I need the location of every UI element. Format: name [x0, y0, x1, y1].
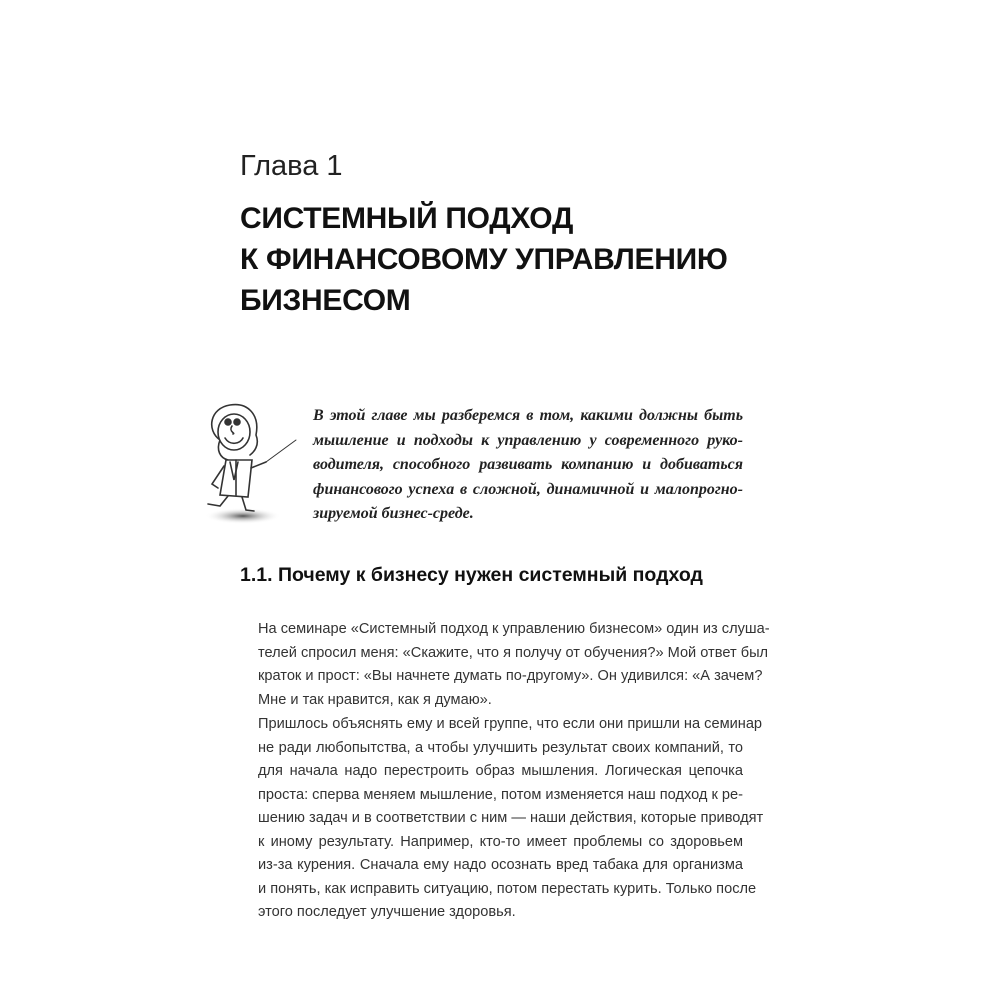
text-line: Мне и так нравится, как я думаю». — [258, 691, 492, 708]
text-line: этого последует улучшение здоровья. — [258, 904, 516, 920]
chapter-title — [240, 198, 728, 321]
text-line: из-за курения. Сначала ему надо осознать вред табака для организма — [258, 857, 743, 873]
text-line: проста: сперва меняем мышление, потом изменяется наш подход к ре- — [258, 786, 743, 803]
text-line: краток и прост: «Вы начнете думать по-другому». Он удивился: «А зачем? — [258, 668, 763, 684]
text-line: к иному результату. Например, кто-то имеет проблемы со здоровьем — [258, 833, 743, 850]
text-line: На семинаре «Системный подход к управлению бизнесом» один из слуша- — [258, 621, 770, 637]
intro-line: зируемой бизнес-среде. — [313, 505, 474, 523]
chapter-intro — [313, 404, 743, 527]
teacher-with-pointer-illustration — [198, 400, 308, 525]
section-heading: 1.1. Почему к бизнесу нужен системный подход — [240, 564, 703, 586]
intro-line: мышление и подходы к управлению у современного руко- — [313, 431, 743, 449]
text-line: для начала надо перестроить образ мышления. Логическая цепочка — [258, 763, 743, 779]
intro-line: финансового успеха в сложной, динамичной и малопрогно- — [313, 480, 743, 498]
text-line: шению задач и в соответствии с ним — наши действия, которые приводят — [258, 810, 764, 826]
body-paragraph — [258, 618, 770, 712]
chapter-title-line: БИЗНЕСОМ — [240, 284, 411, 317]
intro-line: водителя, способного развивать компанию и добиваться — [313, 456, 743, 474]
chapter-title-line: К ФИНАНСОВОМУ УПРАВЛЕНИЮ — [240, 243, 728, 276]
text-line: Пришлось объяснять ему и всей группе, что если они пришли на семинар — [258, 716, 763, 732]
text-line: телей спросил меня: «Скажите, что я получу от обучения?» Мой ответ был — [258, 644, 769, 661]
text-line: и понять, как исправить ситуацию, потом перестать курить. Только после — [258, 880, 757, 897]
text-line: не ради любопытства, а чтобы улучшить результат своих компаний, то — [258, 739, 743, 756]
chapter-label: Глава 1 — [240, 150, 343, 182]
body-paragraph — [258, 713, 764, 925]
intro-line: В этой главе мы разберемся в том, какими должны быть — [313, 407, 743, 424]
chapter-title-line: СИСТЕМНЫЙ ПОДХОД — [240, 202, 574, 235]
